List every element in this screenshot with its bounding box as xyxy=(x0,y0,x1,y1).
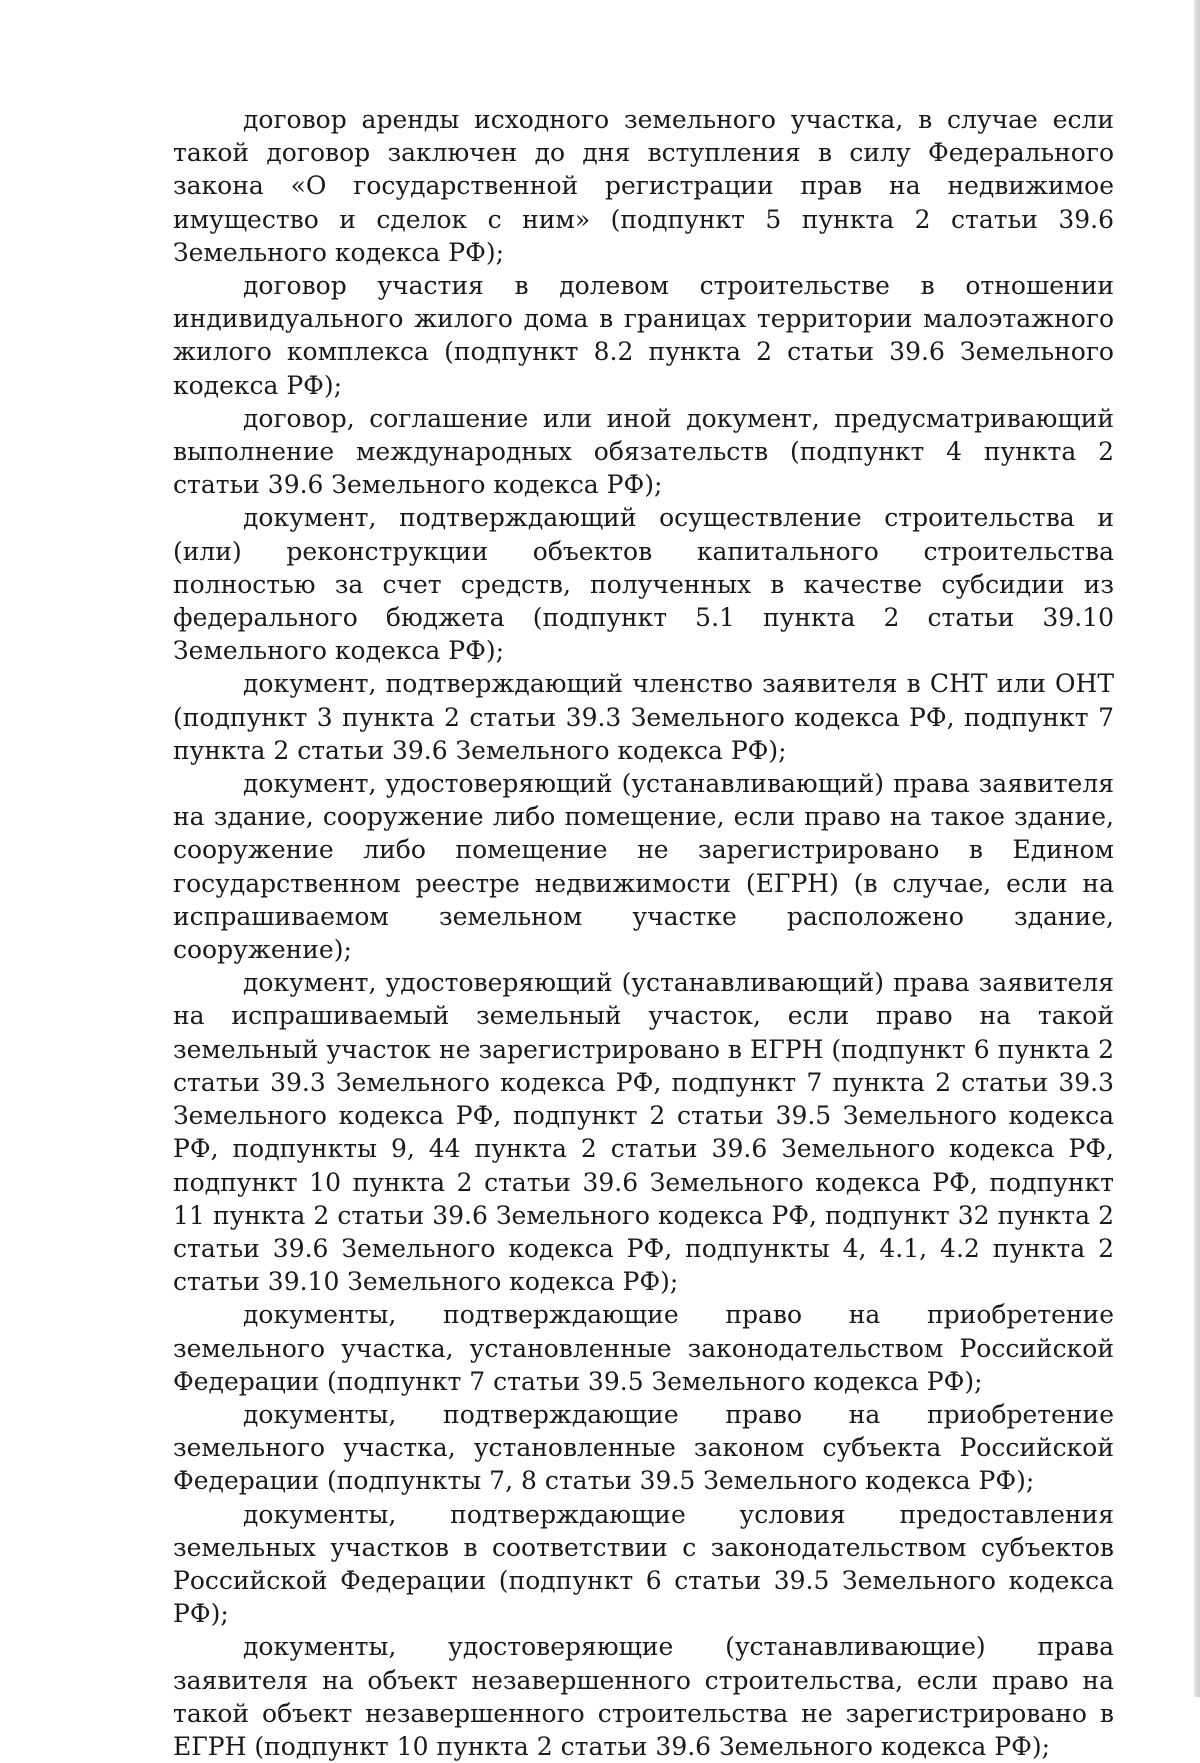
paragraph-snt-membership: документ, подтверждающий членство заявителя в СНТ или ОНТ (подпункт 3 пункта 2 статьи 39.3 Земельного кодекса РФ, подпункт 7 пункта 2 статьи 39.6 Земельного кодекса РФ); xyxy=(173,669,1114,765)
paragraph-shared-construction: договор участия в долевом строительстве в отношении индивидуального жилого дома в границах территории малоэтажного жилого комплекса (подпункт 8.2 пункта 2 статьи 39.6 Земельного кодекса РФ); xyxy=(173,271,1114,400)
page-edge-shadow xyxy=(1194,0,1200,1697)
paragraph-regional-conditions: документы, подтверждающие условия предоставления земельных участков в соответствии с законодательством субъектов Российской Федерации (подпункт 6 статьи 39.5 Земельного кодекса РФ); xyxy=(173,1499,1114,1629)
paragraph-building-rights: документ, удостоверяющий (устанавливающий) права заявителя на здание, сооружение либо помещение, если право на такое здание, сооружение либо помещение не зарегистрировано в Едином государственном реестре недвижимости (ЕГРН) (в случае, если на испрашиваемом земельном участке расположено здание, сооружение); xyxy=(173,769,1114,965)
document-body xyxy=(173,103,1114,1763)
paragraph-land-plot-rights: документ, удостоверяющий (устанавливающий) права заявителя на испрашиваемый земельный участок, если право на такой земельный участок не зарегистрировано в ЕГРН (подпункт 6 пункта 2 статьи 39.3 Земельного кодекса РФ, подпункт 7 пункта 2 статьи 39.3 Земельного кодекса РФ, подпункт 2 статьи 39.5 Земельного кодекса РФ, подпункты 9, 44 пункта 2 статьи 39.6 Земельного кодекса РФ, подпункт 10 пункта 2 статьи 39.6 Земельного кодекса РФ, подпункт 11 пункта 2 статьи 39.6 Земельного кодекса РФ, подпункт 32 пункта 2 статьи 39.6 Земельного кодекса РФ, подпункты 4, 4.1, 4.2 пункта 2 статьи 39.10 Земельного кодекса РФ); xyxy=(173,968,1114,1297)
paragraph-international-obligations: договор, соглашение или иной документ, предусматривающий выполнение международных обязательств (подпункт 4 пункта 2 статьи 39.6 Земельного кодекса РФ); xyxy=(173,403,1114,500)
paragraph-lease-agreement: договор аренды исходного земельного участка, в случае если такой договор заключен до дня вступления в силу Федерального закона «О государственной регистрации прав на недвижимое имущество и сделок с ним» (подпункт 5 пункта 2 статьи 39.6 Земельного кодекса РФ); xyxy=(173,105,1114,267)
paragraph-federal-subsidy: документ, подтверждающий осуществление строительства и (или) реконструкции объектов капитального строительства полностью за счет средств, полученных в качестве субсидии из федерального бюджета (подпункт 5.1 пункта 2 статьи 39.10 Земельного кодекса РФ); xyxy=(173,503,1114,666)
paragraph-federal-law-acquisition: документы, подтверждающие право на приобретение земельного участка, установленные законодательством Российской Федерации (подпункт 7 статьи 39.5 Земельного кодекса РФ); xyxy=(173,1300,1114,1396)
paragraph-unfinished-construction: документы, удостоверяющие (устанавливающие) права заявителя на объект незавершенного строительства, если право на такой объект незавершенного строительства не зарегистрировано в ЕГРН (подпункт 10 пункта 2 статьи 39.6 Земельного кодекса РФ); xyxy=(173,1632,1114,1761)
paragraph-regional-law-acquisition: документы, подтверждающие право на приобретение земельного участка, установленные законом субъекта Российской Федерации (подпункты 7, 8 статьи 39.5 Земельного кодекса РФ); xyxy=(173,1399,1114,1496)
